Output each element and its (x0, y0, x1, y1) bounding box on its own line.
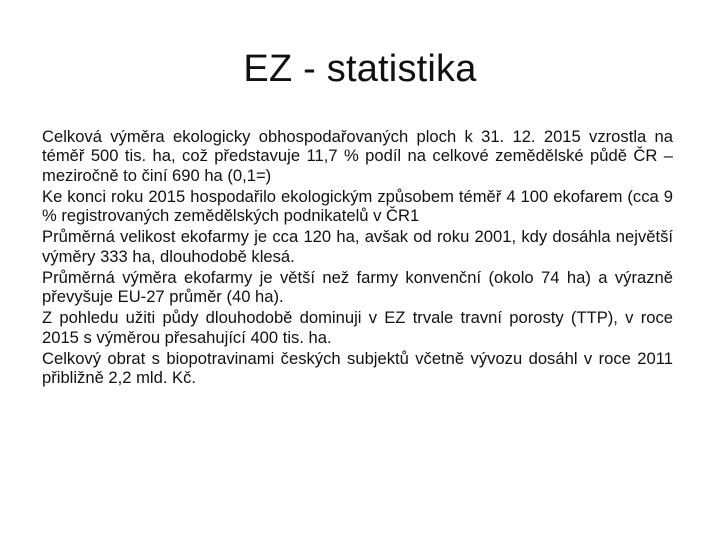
paragraph-comparison: Průměrná výměra ekofarmy je větší než farmy konvenční (okolo 74 ha) a výrazně převyšuje EU-27 průměr (40 ha). (42, 267, 673, 307)
slide-title: EZ - statistika (243, 48, 477, 90)
paragraph-total-area: Celková výměra ekologicky obhospodařovaných ploch k 31. 12. 2015 vzrostla na téměř 500 tis. ha, což představuje 11,7 % podíl na celkové zemědělské půdě ČR –meziročně to činí 690 ha (0,1=) (42, 127, 673, 185)
paragraph-land-use: Z pohledu užiti půdy dlouhodobě dominuji v EZ trvale travní porosty (TTP), v roce 2015 s výměrou přesahující 400 tis. ha. (42, 308, 673, 347)
paragraph-farm-count: Ke konci roku 2015 hospodařilo ekologickým způsobem téměř 4 100 ekofarem (cca 9 % registrovaných zemědělských podnikatelů v ČR1 (42, 186, 673, 226)
slide-content (42, 127, 673, 389)
paragraph-average-size: Průměrná velikost ekofarmy je cca 120 ha, avšak od roku 2001, kdy dosáhla největší výměry 333 ha, dlouhodobě klesá. (42, 227, 673, 266)
paragraph-turnover: Celkový obrat s biopotravinami českých subjektů včetně vývozu dosáhl v roce 2011 přibližně 2,2 mld. Kč. (42, 348, 673, 388)
